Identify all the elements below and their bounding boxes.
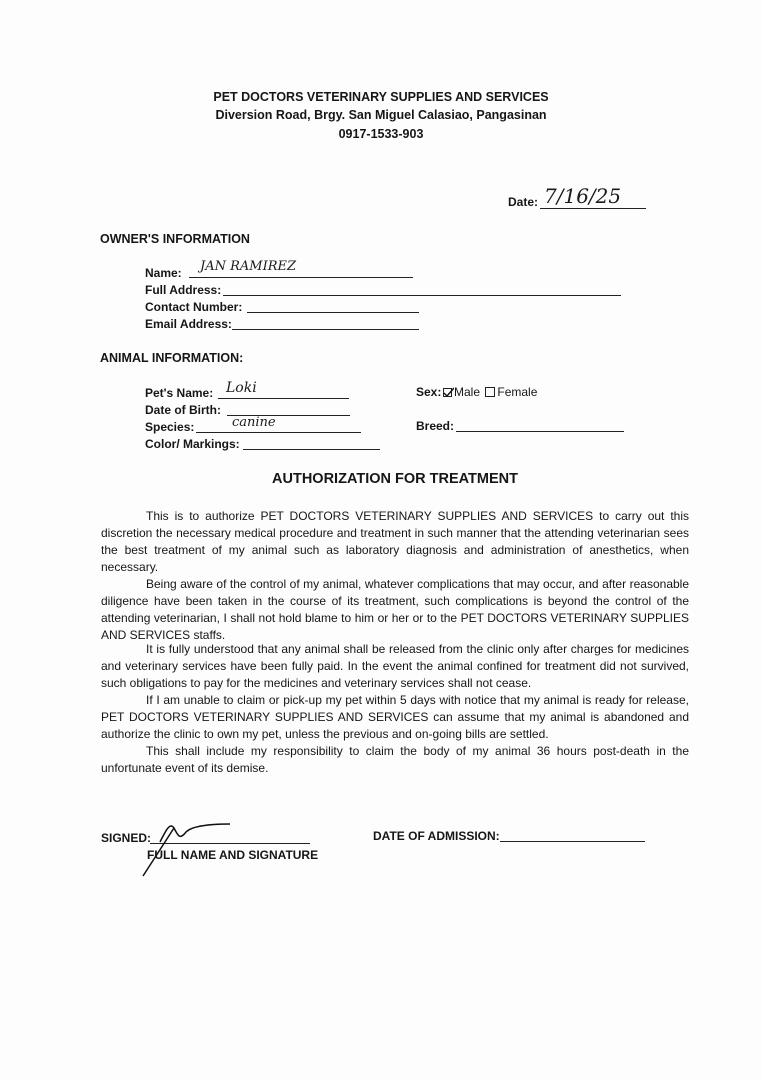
contact-field[interactable] — [247, 312, 419, 313]
authorization-title: AUTHORIZATION FOR TREATMENT — [272, 471, 518, 487]
admission-date-field[interactable] — [500, 841, 645, 842]
color-field[interactable] — [243, 449, 380, 450]
male-checkbox-checked-icon[interactable] — [443, 386, 454, 396]
name-line — [189, 277, 413, 278]
address-field[interactable] — [223, 295, 621, 296]
name-value[interactable]: JAN RAMIREZ — [200, 259, 297, 274]
signature-caption: FULL NAME AND SIGNATURE — [147, 848, 319, 862]
signed-label: SIGNED: — [101, 831, 152, 845]
name-label: Name: — [145, 266, 182, 280]
female-option-label: Female — [497, 385, 538, 399]
contact-label: Contact Number: — [145, 300, 243, 314]
species-label: Species: — [145, 420, 195, 434]
authorization-paragraph: It is fully understood that any animal shall be released from the clinic only after charges for medicines and veterinary services have been fully paid. In the event the animal confined for treatment did not survived, such obligations to pay for the medicines and veterinary services shall not cease. — [101, 642, 689, 690]
breed-field[interactable] — [456, 431, 624, 432]
date-value[interactable]: 7/16/25 — [544, 184, 622, 208]
animal-heading: ANIMAL INFORMATION: — [100, 351, 244, 365]
authorization-paragraph: If I am unable to claim or pick-up my pet within 5 days with notice that my animal is ready for release, PET DOCTORS VETERINARY SUPPLIES AND SERVICES can assume that my animal is abandoned and authorize the clinic to own my pet, unless the previous and on-going bills are settled. — [101, 693, 689, 741]
admission-date-label: DATE OF ADMISSION: — [373, 829, 500, 843]
species-value[interactable]: canine — [232, 415, 276, 430]
email-field[interactable] — [232, 329, 419, 330]
sex-label: Sex: — [416, 385, 442, 399]
date-line — [540, 208, 646, 209]
pet-name-value[interactable]: Loki — [226, 380, 257, 396]
species-line — [196, 432, 361, 433]
clinic-address: Diversion Road, Brgy. San Miguel Calasiao, Pangasinan — [215, 108, 547, 122]
address-label: Full Address: — [145, 283, 222, 297]
dob-label: Date of Birth: — [145, 403, 221, 417]
owner-heading: OWNER'S INFORMATION — [100, 232, 250, 246]
pet-name-label: Pet's Name: — [145, 386, 214, 400]
breed-label: Breed: — [416, 419, 455, 433]
male-option-label: Male — [454, 385, 481, 399]
clinic-phone: 0917-1533-903 — [338, 127, 424, 141]
authorization-paragraph: This shall include my responsibility to claim the body of my animal 36 hours post-death in the unfortunate event of its demise. — [101, 744, 689, 775]
clinic-name: PET DOCTORS VETERINARY SUPPLIES AND SERVICES — [213, 90, 549, 104]
pet-name-line — [218, 398, 349, 399]
authorization-paragraph: Being aware of the control of my animal, whatever complications that may occur, and after reasonable diligence have been taken in the course of its treatment, such complications is beyond the control of the attending veterinarian, I shall not hold blame to him or her or to the PET DOCTORS VETERINARY SUPPLIES AND SERVICES staffs. — [101, 577, 689, 642]
sex-options — [443, 385, 537, 399]
email-label: Email Address: — [145, 317, 232, 331]
color-label: Color/ Markings: — [145, 437, 240, 451]
date-label: Date: — [508, 195, 539, 209]
authorization-paragraph: This is to authorize PET DOCTORS VETERINARY SUPPLIES AND SERVICES to carry out this discretion the necessary medical procedure and treatment in such manner that the attending veterinarian sees the best treatment of my animal such as laboratory diagnosis and administration of anesthetics, when necessary. — [101, 509, 689, 574]
female-checkbox[interactable] — [485, 387, 495, 397]
